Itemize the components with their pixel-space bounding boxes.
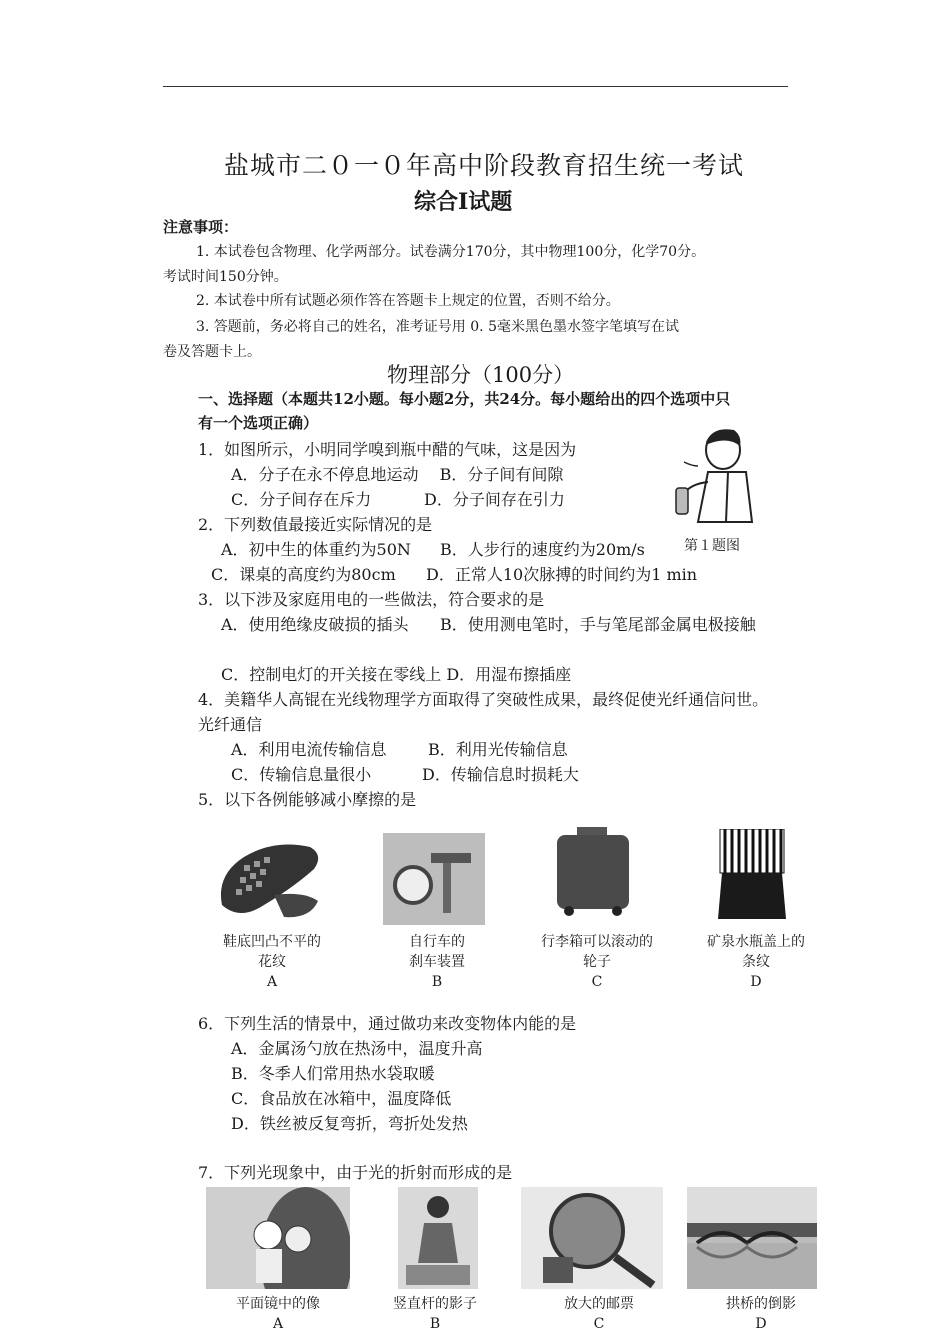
q1-stem: 1．如图所示，小明同学嗅到瓶中醋的气味，这是因为 bbox=[198, 440, 577, 459]
q4-stem: 4．美籍华人高锟在光线物理学方面取得了突破性成果，最终促使光纤通信问世。 bbox=[198, 690, 769, 709]
q1-options-ab: A．分子在永不停息地运动 B．分子间有间隙 bbox=[231, 465, 564, 484]
q4-option-d: D．传输信息时损耗大 bbox=[422, 765, 579, 784]
q1-option-d: D．分子间存在引力 bbox=[424, 490, 565, 509]
notice-item-3-cont: 卷及答题卡上。 bbox=[163, 344, 261, 360]
section-title: 物理部分（100分） bbox=[387, 363, 575, 387]
q2-option-c: C．课桌的高度约为80cm bbox=[211, 565, 396, 584]
q6-option-d: D．铁丝被反复弯折，弯折处发热 bbox=[231, 1114, 468, 1133]
q7-stem: 7．下列光现象中，由于光的折射而形成的是 bbox=[198, 1163, 513, 1182]
q5-caption-c: 行李箱可以滚动的 轮子 C bbox=[541, 934, 653, 990]
q5-image-bicycle-brake bbox=[383, 833, 485, 925]
q5-caption-b: 自行车的 刹车装置 B bbox=[409, 934, 465, 990]
q6-option-a: A．金属汤勺放在热汤中，温度升高 bbox=[231, 1039, 483, 1058]
q7-caption-d: 拱桥的倒影 D bbox=[726, 1296, 796, 1332]
notice-item-1: 1. 本试卷包含物理、化学两部分。试卷满分170分，其中物理100分，化学70分。 bbox=[196, 244, 706, 260]
q1-figure-boy-sniffing bbox=[668, 422, 758, 530]
q2-option-b: B．人步行的速度约为20m/s bbox=[440, 540, 645, 559]
q7-image-shadow bbox=[398, 1187, 478, 1289]
q2-stem: 2．下列数值最接近实际情况的是 bbox=[198, 515, 433, 534]
q3-stem: 3．以下涉及家庭用电的一些做法，符合要求的是 bbox=[198, 590, 545, 609]
section-instruction-cont: 有一个选项正确） bbox=[198, 414, 319, 432]
q6-option-c: C．食品放在冰箱中，温度降低 bbox=[231, 1089, 452, 1108]
exam-subtitle: 综合Ⅰ试题 bbox=[414, 189, 513, 215]
notice-item-1-cont: 考试时间150分钟。 bbox=[163, 269, 288, 285]
q3-option-a: A．使用绝缘皮破损的插头 bbox=[221, 615, 409, 634]
exam-title: 盐城市二０一０年高中阶段教育招生统一考试 bbox=[224, 151, 745, 180]
q7-caption-a: 平面镜中的像 A bbox=[236, 1296, 320, 1332]
q7-image-mirror bbox=[206, 1187, 350, 1289]
q6-option-b: B．冬季人们常用热水袋取暖 bbox=[231, 1064, 435, 1083]
notice-item-3: 3. 答题前，务必将自己的姓名，准考证号用 0. 5毫米黑色墨水签字笔填写在试 bbox=[196, 319, 679, 335]
notice-heading: 注意事项： bbox=[163, 218, 239, 236]
q4-option-a: A．利用电流传输信息 bbox=[231, 740, 387, 759]
q1-figure-caption: 第１题图 bbox=[684, 538, 740, 554]
q4-stem-cont: 光纤通信 bbox=[198, 715, 263, 734]
q4-option-c: C．传输信息量很小 bbox=[231, 765, 372, 784]
q7-caption-c: 放大的邮票 C bbox=[564, 1296, 634, 1332]
q2-option-d: D．正常人10次脉搏的时间约为1 min bbox=[426, 565, 698, 584]
q1-option-c: C．分子间存在斥力 bbox=[231, 490, 372, 509]
q5-image-bottle-cap bbox=[716, 829, 788, 919]
q5-caption-d: 矿泉水瓶盖上的 条纹 D bbox=[707, 934, 805, 990]
q5-stem: 5．以下各例能够减小摩擦的是 bbox=[198, 790, 417, 809]
q5-image-shoe-sole bbox=[214, 835, 326, 925]
q7-caption-b: 竖直杆的影子 B bbox=[393, 1296, 477, 1332]
section-instruction: 一、选择题（本题共12小题。每小题2分，共24分。每小题给出的四个选项中只 bbox=[198, 390, 731, 408]
notice-item-2: 2. 本试卷中所有试题必须作答在答题卡上规定的位置，否则不给分。 bbox=[196, 293, 620, 309]
q3-option-b: B．使用测电笔时，手与笔尾部金属电极接触 bbox=[440, 615, 756, 634]
q5-image-rolling-suitcase bbox=[555, 825, 633, 917]
q5-caption-a: 鞋底凹凸不平的 花纹 A bbox=[223, 934, 321, 990]
q7-image-bridge bbox=[687, 1187, 817, 1289]
q2-option-a: A．初中生的体重约为50N bbox=[221, 540, 411, 559]
q4-option-b: B．利用光传输信息 bbox=[428, 740, 568, 759]
q6-stem: 6．下列生活的情景中，通过做功来改变物体内能的是 bbox=[198, 1014, 577, 1033]
q3-options-cd: C．控制电灯的开关接在零线上 D．用湿布擦插座 bbox=[221, 665, 572, 684]
q7-image-magnifier bbox=[521, 1187, 663, 1289]
header-rule bbox=[163, 86, 788, 87]
